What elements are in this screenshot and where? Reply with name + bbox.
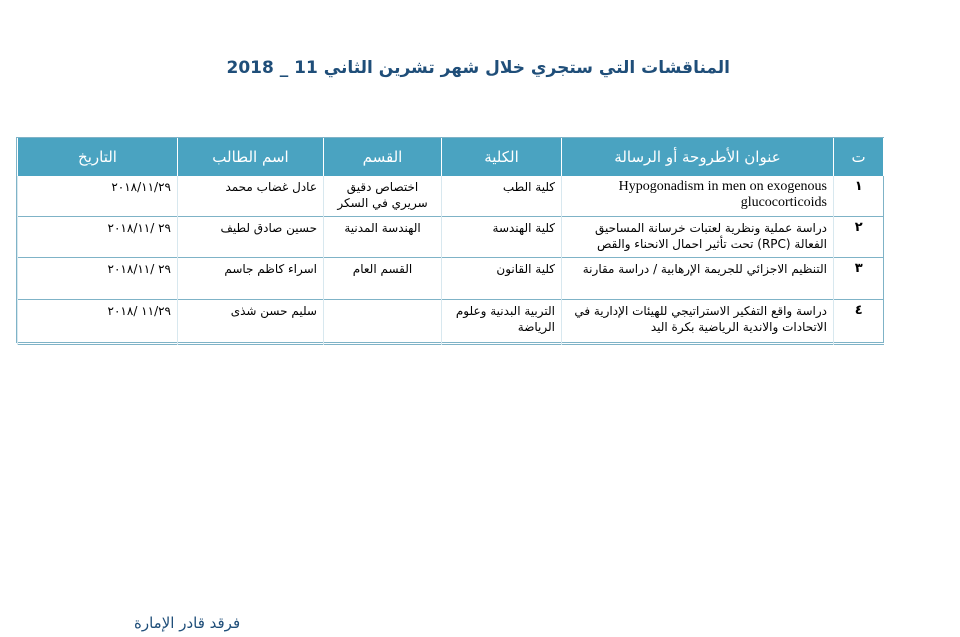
header-date: التاريخ bbox=[18, 138, 178, 176]
row-date: ٢٩ /٢٠١٨/١١ bbox=[18, 257, 178, 299]
row-college: كلية الطب bbox=[442, 176, 562, 216]
discussions-table bbox=[16, 137, 884, 343]
row-thesis: دراسة واقع التفكير الاستراتيجي للهيئات الإدارية في الاتحادات والاندية الرياضية بكرة اليد bbox=[562, 299, 834, 344]
row-student: عادل غضاب محمد bbox=[178, 176, 324, 216]
row-thesis: Hypogonadism in men on exogenous glucocorticoids bbox=[562, 176, 834, 216]
row-thesis: دراسة عملية ونظرية لعتبات خرسانة المساحيق الفعالة (RPC) تحت تأثير احمال الانحناء والقص bbox=[562, 216, 834, 257]
table-row bbox=[18, 299, 884, 344]
table-row bbox=[18, 176, 884, 216]
row-date: ٢٠١٨/١١/٢٩ bbox=[18, 176, 178, 216]
row-num: ٣ bbox=[834, 257, 884, 299]
row-dept: الهندسة المدنية bbox=[324, 216, 442, 257]
header-thesis: عنوان الأطروحة أو الرسالة bbox=[562, 138, 834, 176]
header-college: الكلية bbox=[442, 138, 562, 176]
row-college: التربية البدنية وعلوم الرياضة bbox=[442, 299, 562, 344]
page-title: المناقشات التي ستجري خلال شهر تشرين الثاني 11 _ 2018 bbox=[226, 58, 730, 78]
row-dept: القسم العام bbox=[324, 257, 442, 299]
row-dept bbox=[324, 299, 442, 344]
row-college: كلية القانون bbox=[442, 257, 562, 299]
header-dept: القسم bbox=[324, 138, 442, 176]
row-num: ٤ bbox=[834, 299, 884, 344]
row-thesis: التنظيم الاجزائي للجريمة الإرهابية / دراسة مقارنة bbox=[562, 257, 834, 299]
row-dept: اختصاص دقيق سريري في السكر bbox=[324, 176, 442, 216]
row-num: ٢ bbox=[834, 216, 884, 257]
table-row bbox=[18, 216, 884, 257]
table-header-row bbox=[18, 138, 884, 176]
header-num: ت bbox=[834, 138, 884, 176]
row-student: اسراء كاظم جاسم bbox=[178, 257, 324, 299]
header-student: اسم الطالب bbox=[178, 138, 324, 176]
row-college: كلية الهندسة bbox=[442, 216, 562, 257]
row-date: ٢٩ /٢٠١٨/١١ bbox=[18, 216, 178, 257]
signature: فرقد قادر الإمارة bbox=[134, 614, 241, 632]
row-date: ١١/٢٩ /٢٠١٨ bbox=[18, 299, 178, 344]
row-num: ١ bbox=[834, 176, 884, 216]
table-row bbox=[18, 257, 884, 299]
row-student: سليم حسن شذى bbox=[178, 299, 324, 344]
row-student: حسين صادق لطيف bbox=[178, 216, 324, 257]
